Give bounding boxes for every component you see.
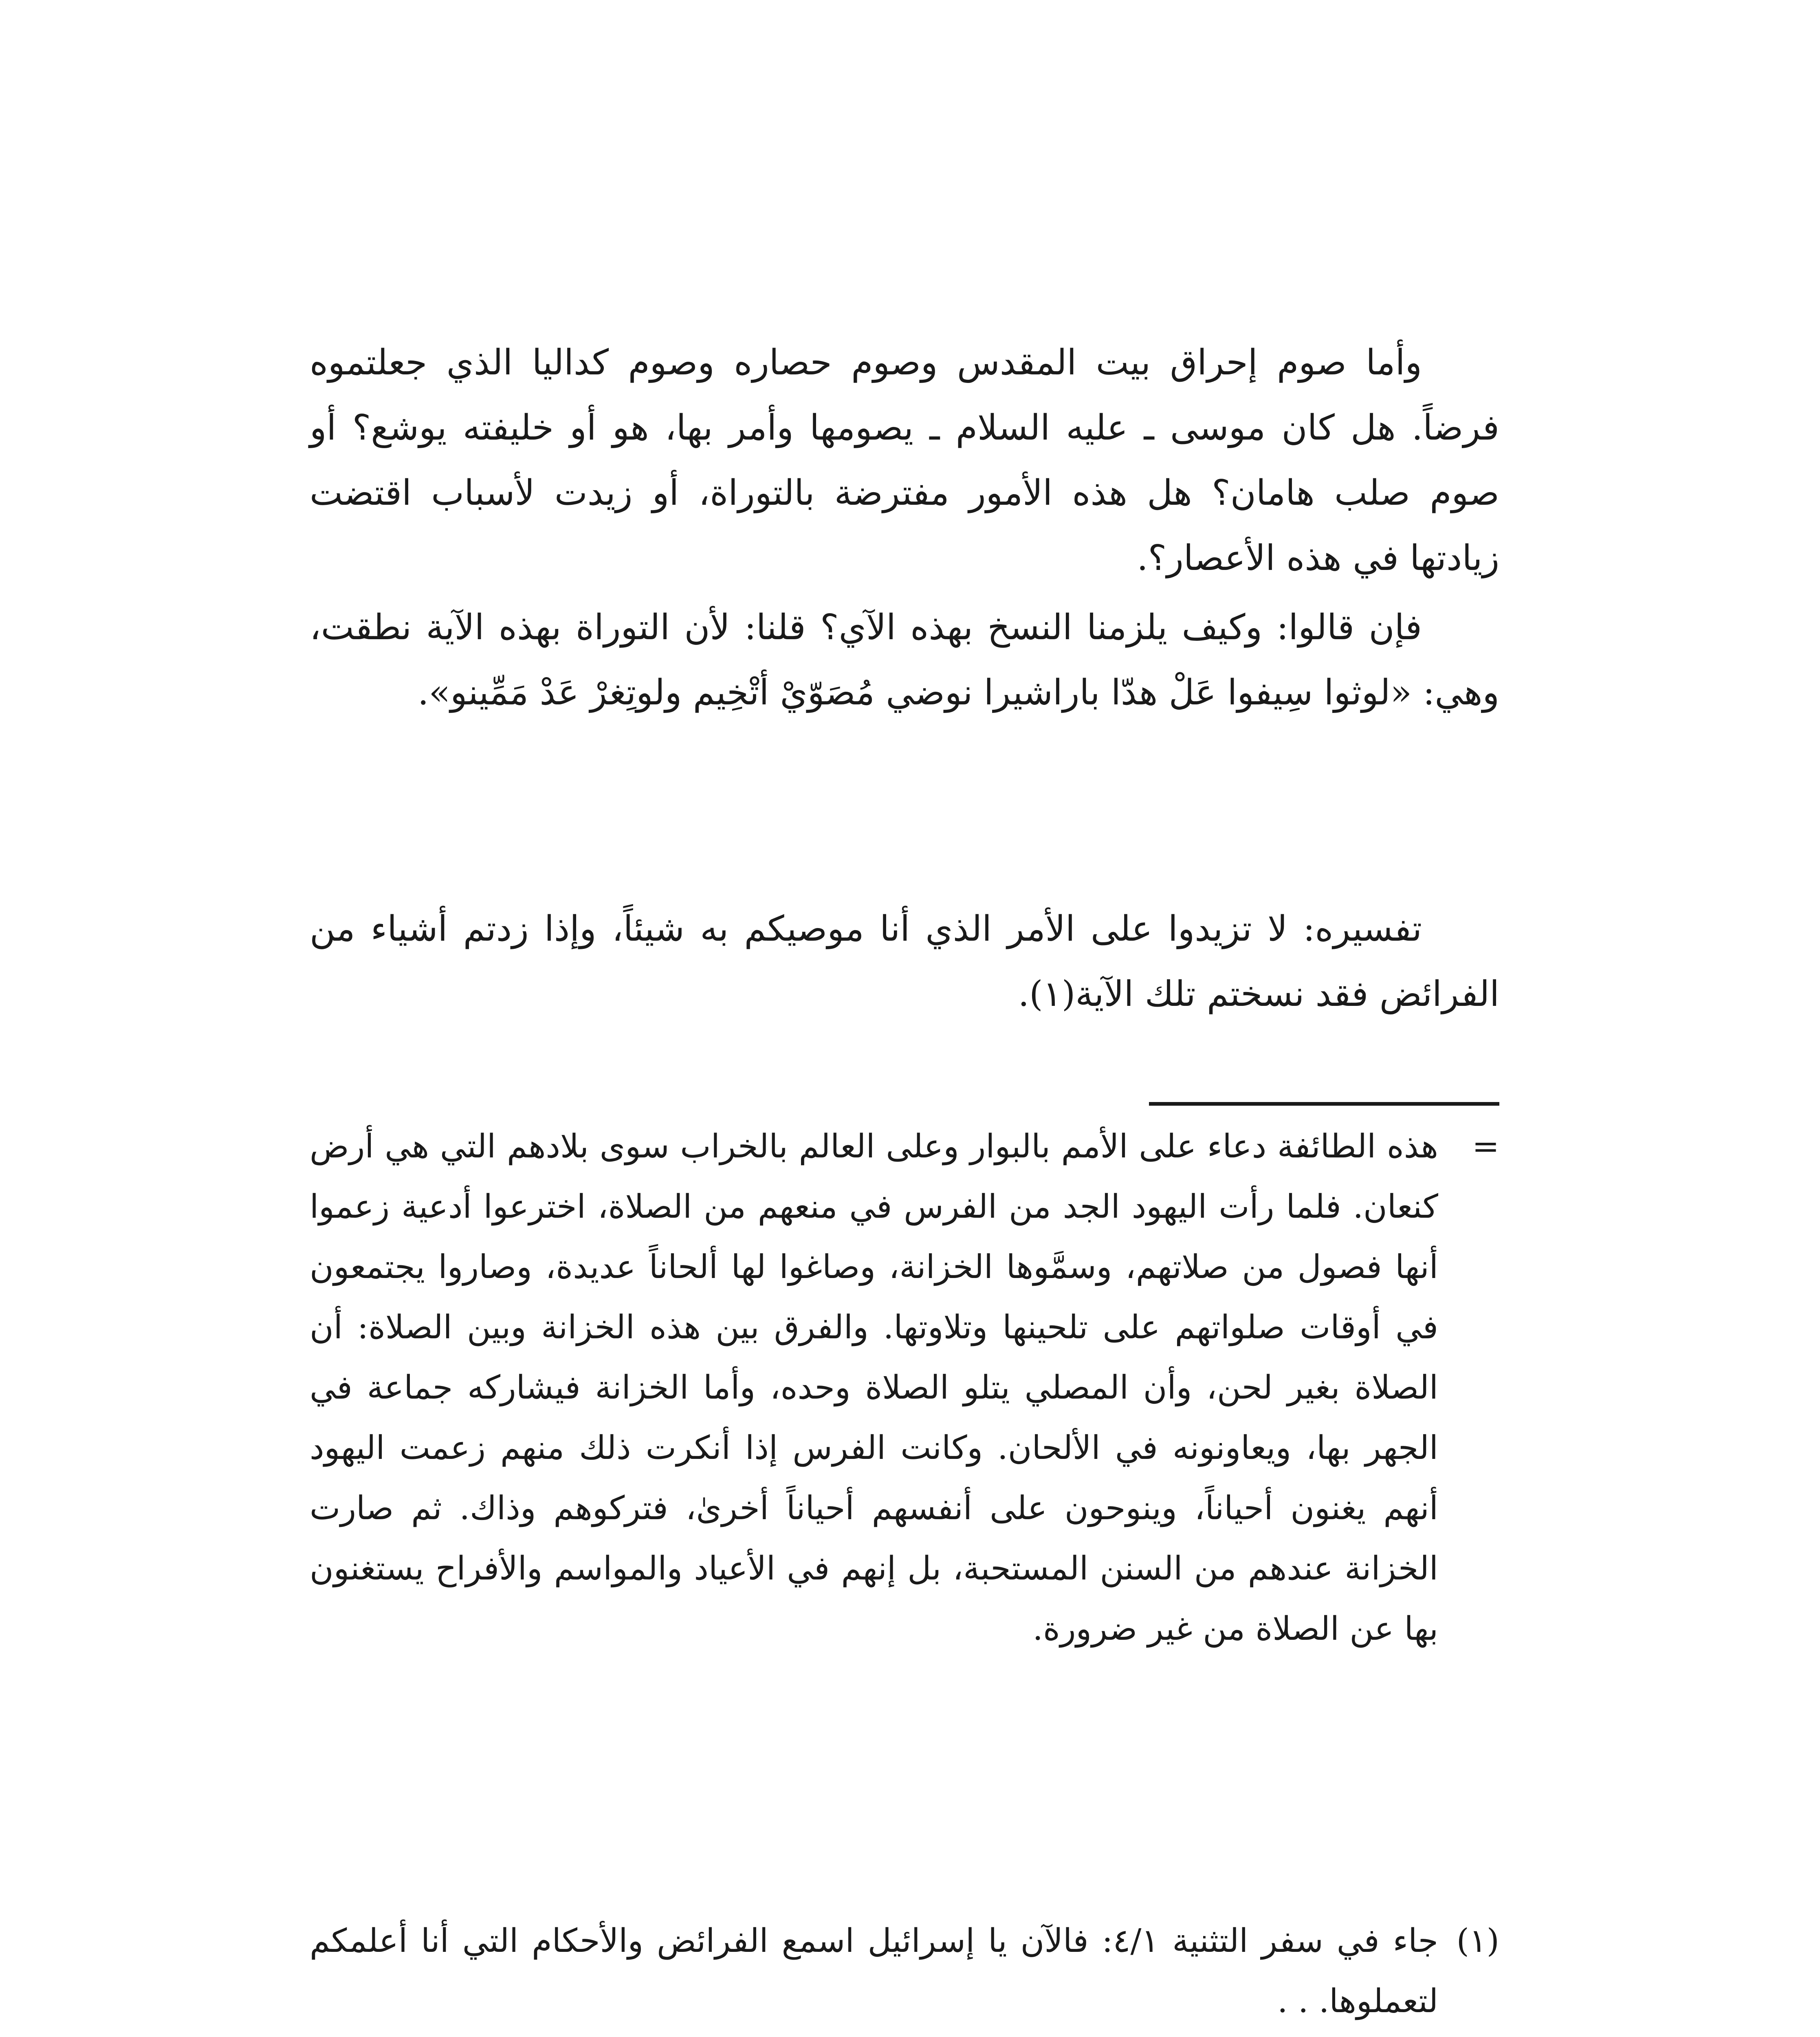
continuation-marker: = [1472, 1127, 1499, 1165]
footnote-continuation [310, 1116, 1499, 1659]
footnote-1-marker: (١) [1456, 1922, 1499, 1960]
body-paragraph-2 [310, 595, 1499, 725]
footnote-1-text [310, 1911, 1499, 2031]
footnote-1-body: جاء في سفر التثنية ٤/١: فالآن يا إسرائيل اسمع الفرائض والأحكام التي أنا أعلمكم لتعملوها. . . [310, 1922, 1439, 2020]
body-paragraph-text: تفسيره: لا تزيدوا على الأمر الذي أنا موصيكم به شيئاً، وإذا زدتم أشياء من الفرائض فقد نسختم تلك الآية(١). [310, 909, 1499, 1014]
footnote-continuation-body: هذه الطائفة دعاء على الأمم بالبوار وعلى العالم بالخراب سوى بلادهم التي هي أرض كنعان. فلما رأت اليهود الجد من الفرس في منعهم من الصلاة، اخترعوا أدعية زعموا أنها فصول من صلاتهم، وسمَّوها الخزانة، وصاغوا لها ألحاناً عديدة، وصاروا يجتمعون في أوقات صلواتهم على تلحينها وتلاوتها. والفرق بين هذه الخزانة وبين الصلاة: أن الصلاة بغير لحن، وأن المصلي يتلو الصلاة وحده، وأما الخزانة فيشاركه جماعة في الجهر بها، ويعاونونه في الألحان. وكانت الفرس إذا أنكرت ذلك منهم زعمت اليهود أنهم يغنون أحياناً، وينوحون على أنفسهم أحياناً أخرىٰ، فتركوهم وذاك. ثم صارت الخزانة عندهم من السنن المستحبة، بل إنهم في الأعياد والمواسم والأفراح يستغنون بها عن الصلاة من غير ضرورة. [310, 1127, 1439, 1648]
footnote-1 [310, 1911, 1499, 2031]
body-paragraph-3 [310, 896, 1499, 1027]
body-paragraph-text: وأما صوم إحراق بيت المقدس وصوم حصاره وصوم كداليا الذي جعلتموه فرضاً. هل كان موسى ـ عليه السلام ـ يصومها وأمر بها، هو أو خليفته يوشع؟ أو صوم صلب هامان؟ هل هذه الأمور مفترضة بالتوراة، أو زيدت لأسباب اقتضت زيادتها في هذه الأعصار؟. [310, 342, 1499, 579]
body-paragraph-1 [310, 330, 1499, 591]
footnote-continuation-text [310, 1116, 1499, 1659]
body-paragraph-text: فإن قالوا: وكيف يلزمنا النسخ بهذه الآي؟ قلنا: لأن التوراة بهذه الآية نطقت، وهي: «لوثوا سِيفوا عَلْ هدّا باراشيرا نوضي مُصَوّيْ أتْخِيم ولوتِغرْ عَدْ مَمِّينو». [310, 607, 1499, 713]
footnote-separator [1149, 1102, 1499, 1106]
